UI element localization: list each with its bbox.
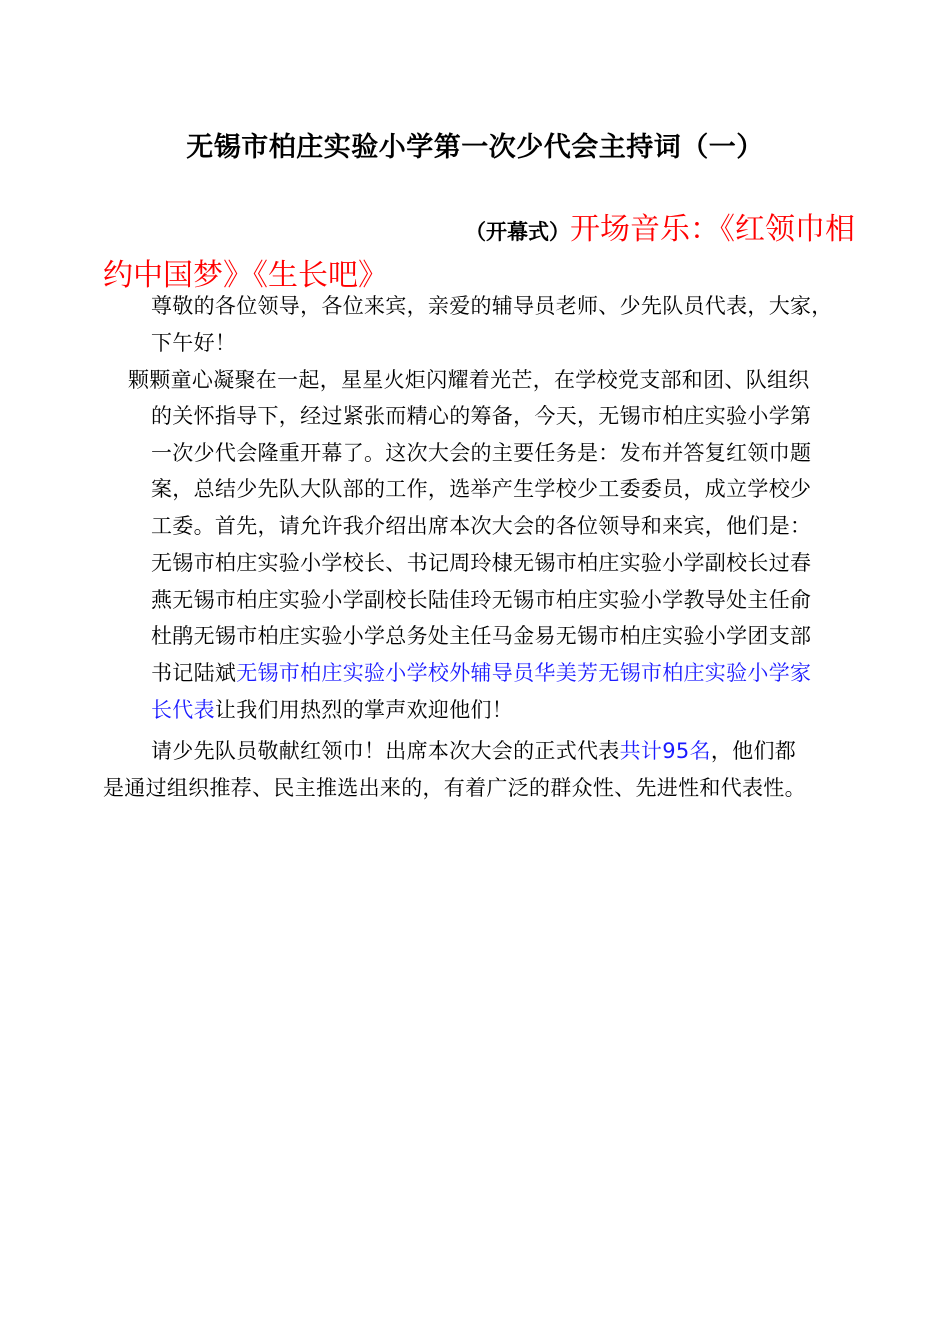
intro-line-4: 案，总结少先队大队部的工作，选举产生学校少工委委员，成立学校少 bbox=[151, 477, 812, 502]
intro-line-7: 燕无锡市柏庄实验小学副校长陆佳玲无锡市柏庄实验小学教导处主任俞 bbox=[151, 587, 812, 612]
intro-line-9-text: 书记陆斌 bbox=[151, 660, 237, 685]
delegates-line-1-text-b: ，他们都 bbox=[710, 739, 797, 763]
intro-line-9-highlight: 无锡市柏庄实验小学校外辅导员华美芳无锡市柏庄实验小学家 bbox=[236, 660, 812, 685]
delegates-line-2: 是通过组织推荐、民主推选出来的，有着广泛的群众性、先进性和代表性。 bbox=[103, 776, 806, 800]
greeting-line-1: 尊敬的各位领导，各位来宾，亲爱的辅导员老师、少先队员代表，大家， bbox=[151, 294, 833, 318]
intro-line-8: 杜鹃无锡市柏庄实验小学总务处主任马金易无锡市柏庄实验小学团支部 bbox=[151, 624, 812, 649]
delegates-count: 共计95名 bbox=[619, 739, 711, 763]
intro-line-6: 无锡市柏庄实验小学校长、书记周玲棣无锡市柏庄实验小学副校长过春 bbox=[151, 550, 812, 575]
intro-line-10-text: 让我们用热烈的掌声欢迎他们！ bbox=[214, 697, 514, 722]
opening-music-text-1: 开场音乐：《红领巾相 bbox=[570, 212, 855, 247]
intro-line-10-highlight: 长代表 bbox=[151, 697, 215, 722]
document-title: 无锡市柏庄实验小学第一次少代会主持词（一） bbox=[186, 132, 764, 163]
opening-ceremony-label: （开幕式） bbox=[465, 220, 570, 244]
intro-line-2: 的关怀指导下，经过紧张而精心的筹备，今天，无锡市柏庄实验小学第 bbox=[151, 404, 812, 428]
greeting-line-2: 下午好！ bbox=[151, 330, 237, 355]
delegates-line-1 bbox=[151, 733, 871, 770]
opening-music-line-2: 约中国梦》《生长吧》 bbox=[103, 258, 388, 293]
delegates-line-1-text-a: 请少先队员敬献红领巾！出席本次大会的正式代表 bbox=[151, 739, 620, 763]
opening-music-line-1 bbox=[103, 208, 855, 254]
opening-music-block bbox=[103, 208, 855, 298]
intro-paragraph bbox=[151, 398, 863, 728]
intro-line-10 bbox=[151, 692, 863, 729]
intro-line-1: 颗颗童心凝聚在一起，星星火炬闪耀着光芒，在学校党支部和团、队组织 bbox=[128, 368, 810, 392]
intro-line-5: 工委。首先，请允许我介绍出席本次大会的各位领导和来宾，他们是： bbox=[151, 514, 812, 539]
intro-line-3: 一次少代会隆重开幕了。这次大会的主要任务是：发布并答复红领巾题 bbox=[151, 440, 812, 465]
greeting-paragraph bbox=[151, 288, 871, 361]
intro-line-9 bbox=[151, 655, 863, 692]
